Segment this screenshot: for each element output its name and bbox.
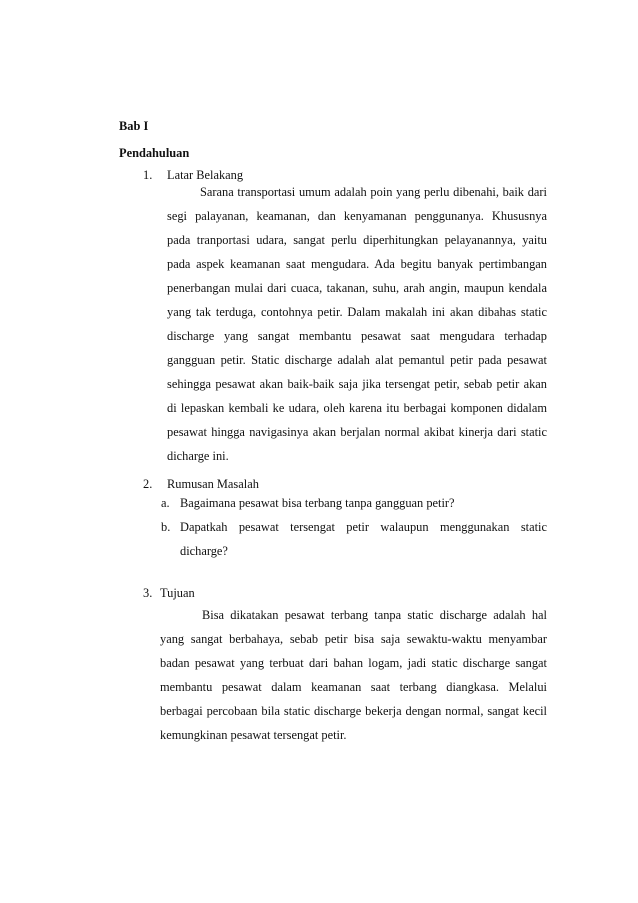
section1-line: dicharge ini.: [167, 449, 229, 463]
section3-line: membantu pesawat dalam keamanan saat terbang diangkasa. Melalui: [160, 680, 547, 694]
section1-number: 1.: [143, 168, 153, 182]
chapter-title: Pendahuluan: [119, 146, 190, 160]
section3-number: 3.: [143, 586, 153, 600]
section1-line: pada tranportasi udara, sangat perlu diperhitungkan pelayanannya, yaitu: [167, 233, 547, 247]
list-item-text: Dapatkah pesawat tersengat petir walaupun menggunakan static: [180, 520, 547, 534]
section2-heading: Rumusan Masalah: [167, 477, 259, 491]
section1-line: Sarana transportasi umum adalah poin yang perlu dibenahi, baik dari: [200, 185, 547, 199]
section1-line: sehingga pesawat akan baik-baik saja jika tersengat petir, sebab petir akan: [167, 377, 547, 391]
section1-line: yang tak terduga, contohnya petir. Dalam makalah ini akan dibahas static: [167, 305, 547, 319]
section3-line: berbagai percobaan bila static discharge bekerja dengan normal, sangat kecil: [160, 704, 547, 718]
section2-number: 2.: [143, 477, 153, 491]
section3-line: Bisa dikatakan pesawat terbang tanpa static discharge adalah hal: [202, 608, 547, 622]
section1-line: gangguan petir. Static discharge adalah alat pemantul petir pada pesawat: [167, 353, 547, 367]
section3-line: yang sangat berbahaya, sebab petir bisa saja sewaktu-waktu menyambar: [160, 632, 547, 646]
section3-line: kemungkinan pesawat tersengat petir.: [160, 728, 347, 742]
section3-heading: Tujuan: [160, 586, 195, 600]
section1-line: segi palayanan, keamanan, dan kenyamanan penggunanya. Khususnya: [167, 209, 547, 223]
section1-line: pada aspek keamanan saat mengudara. Ada begitu banyak pertimbangan: [167, 257, 547, 271]
list-item-text: dicharge?: [180, 544, 228, 558]
section1-heading: Latar Belakang: [167, 168, 244, 182]
list-item-text: Bagaimana pesawat bisa terbang tanpa gangguan petir?: [180, 496, 455, 510]
section1-line: di lepaskan kembali ke udara, oleh karena itu berbagai komponen didalam: [167, 401, 547, 415]
chapter-label: Bab I: [119, 119, 149, 133]
section3-line: badan pesawat yang terbuat dari bahan logam, jadi static discharge sangat: [160, 656, 547, 670]
section1-line: penerbangan mulai dari cuaca, takanan, suhu, arah angin, maupun kendala: [167, 281, 547, 295]
section1-line: discharge yang sangat membantu pesawat saat mengudara terhadap: [167, 329, 547, 343]
list-marker: a.: [161, 496, 170, 510]
section1-line: pesawat hingga navigasinya akan berjalan normal akibat kinerja dari static: [167, 425, 547, 439]
list-marker: b.: [161, 520, 171, 534]
